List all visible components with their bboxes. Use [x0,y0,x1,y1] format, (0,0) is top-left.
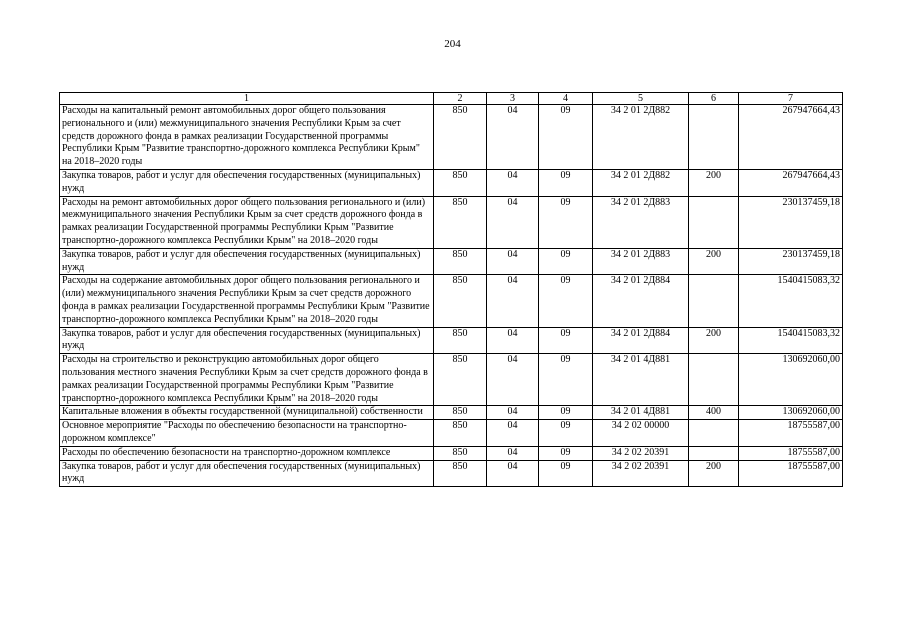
col-header-4: 4 [539,93,593,105]
subsection-code: 09 [539,327,593,354]
expense-type-code [689,275,739,327]
ministry-code: 850 [434,275,487,327]
section-code: 04 [487,275,539,327]
col-header-1: 1 [60,93,434,105]
ministry-code: 850 [434,196,487,248]
expense-name: Расходы на строительство и реконструкцию автомобильных дорог общего пользования местного значения Республики Крым за счет средств дорожного фонда в рамках реализации Государственной программы Республики Крым "Развитие транспортно-дорожного комплекса Республики Крым" на 2018–2020 годы [60,354,434,406]
expense-type-code [689,354,739,406]
section-code: 04 [487,406,539,420]
target-article-code: 34 2 01 2Д884 [593,327,689,354]
target-article-code: 34 2 02 20391 [593,446,689,460]
section-code: 04 [487,105,539,170]
section-code: 04 [487,354,539,406]
table-row [60,275,843,327]
amount: 130692060,00 [739,406,843,420]
target-article-code: 34 2 01 4Д881 [593,354,689,406]
subsection-code: 09 [539,460,593,487]
expense-name: Закупка товаров, работ и услуг для обеспечения государственных (муниципальных) нужд [60,169,434,196]
section-code: 04 [487,446,539,460]
expense-name: Закупка товаров, работ и услуг для обеспечения государственных (муниципальных) нужд [60,460,434,487]
expense-type-code: 200 [689,460,739,487]
amount: 1540415083,32 [739,327,843,354]
amount: 230137459,18 [739,196,843,248]
amount: 18755587,00 [739,420,843,447]
header-row [60,93,843,105]
target-article-code: 34 2 01 2Д883 [593,248,689,275]
target-article-code: 34 2 01 2Д882 [593,169,689,196]
table-row [60,406,843,420]
col-header-5: 5 [593,93,689,105]
subsection-code: 09 [539,169,593,196]
expense-name: Капитальные вложения в объекты государственной (муниципальной) собственности [60,406,434,420]
table-row [60,169,843,196]
expense-name: Закупка товаров, работ и услуг для обеспечения государственных (муниципальных) нужд [60,327,434,354]
expense-name: Расходы на ремонт автомобильных дорог общего пользования регионального и (или) межмуниципального значения Республики Крым за счет средств дорожного фонда в рамках реализации Государственной программы Республики Крым "Развитие транспортно-дорожного комплекса Республики Крым" на 2018–2020 годы [60,196,434,248]
subsection-code: 09 [539,196,593,248]
ministry-code: 850 [434,420,487,447]
ministry-code: 850 [434,105,487,170]
expense-name: Основное мероприятие "Расходы по обеспечению безопасности на транспортно-дорожном комплексе" [60,420,434,447]
col-header-3: 3 [487,93,539,105]
target-article-code: 34 2 01 4Д881 [593,406,689,420]
section-code: 04 [487,460,539,487]
expense-name: Расходы на содержание автомобильных дорог общего пользования регионального и (или) межмуниципального значения Республики Крым за счет средств дорожного фонда в рамках реализации Государственной программы Республики Крым "Развитие транспортно-дорожного комплекса Республики Крым" на 2018–2020 годы [60,275,434,327]
ministry-code: 850 [434,460,487,487]
expense-type-code [689,196,739,248]
amount: 1540415083,32 [739,275,843,327]
ministry-code: 850 [434,169,487,196]
expense-name: Расходы на капитальный ремонт автомобильных дорог общего пользования регионального и (или) межмуниципального значения Республики Крым за счет средств дорожного фонда в рамках реализации Государственной программы Республики Крым "Развитие транспортно-дорожного комплекса Республики Крым" на 2018–2020 годы [60,105,434,170]
amount: 230137459,18 [739,248,843,275]
expense-type-code: 400 [689,406,739,420]
amount: 267947664,43 [739,105,843,170]
table-row [60,248,843,275]
col-header-7: 7 [739,93,843,105]
target-article-code: 34 2 02 00000 [593,420,689,447]
subsection-code: 09 [539,406,593,420]
expense-type-code: 200 [689,327,739,354]
expense-type-code: 200 [689,248,739,275]
ministry-code: 850 [434,446,487,460]
amount: 18755587,00 [739,446,843,460]
table-row [60,327,843,354]
section-code: 04 [487,196,539,248]
subsection-code: 09 [539,275,593,327]
section-code: 04 [487,169,539,196]
ministry-code: 850 [434,406,487,420]
subsection-code: 09 [539,248,593,275]
section-code: 04 [487,420,539,447]
subsection-code: 09 [539,105,593,170]
expense-type-code: 200 [689,169,739,196]
amount: 267947664,43 [739,169,843,196]
table-row [60,196,843,248]
target-article-code: 34 2 02 20391 [593,460,689,487]
expense-type-code [689,105,739,170]
target-article-code: 34 2 01 2Д882 [593,105,689,170]
expense-name: Расходы по обеспечению безопасности на транспортно-дорожном комплексе [60,446,434,460]
expense-type-code [689,420,739,447]
subsection-code: 09 [539,446,593,460]
table-row [60,420,843,447]
col-header-2: 2 [434,93,487,105]
expense-name: Закупка товаров, работ и услуг для обеспечения государственных (муниципальных) нужд [60,248,434,275]
amount: 18755587,00 [739,460,843,487]
subsection-code: 09 [539,354,593,406]
section-code: 04 [487,327,539,354]
amount: 130692060,00 [739,354,843,406]
target-article-code: 34 2 01 2Д884 [593,275,689,327]
table-row [60,460,843,487]
budget-table [59,92,843,487]
table-row [60,446,843,460]
section-code: 04 [487,248,539,275]
ministry-code: 850 [434,327,487,354]
ministry-code: 850 [434,354,487,406]
subsection-code: 09 [539,420,593,447]
ministry-code: 850 [434,248,487,275]
target-article-code: 34 2 01 2Д883 [593,196,689,248]
col-header-6: 6 [689,93,739,105]
page-number: 204 [444,38,461,50]
expense-type-code [689,446,739,460]
table-row [60,354,843,406]
table-row [60,105,843,170]
